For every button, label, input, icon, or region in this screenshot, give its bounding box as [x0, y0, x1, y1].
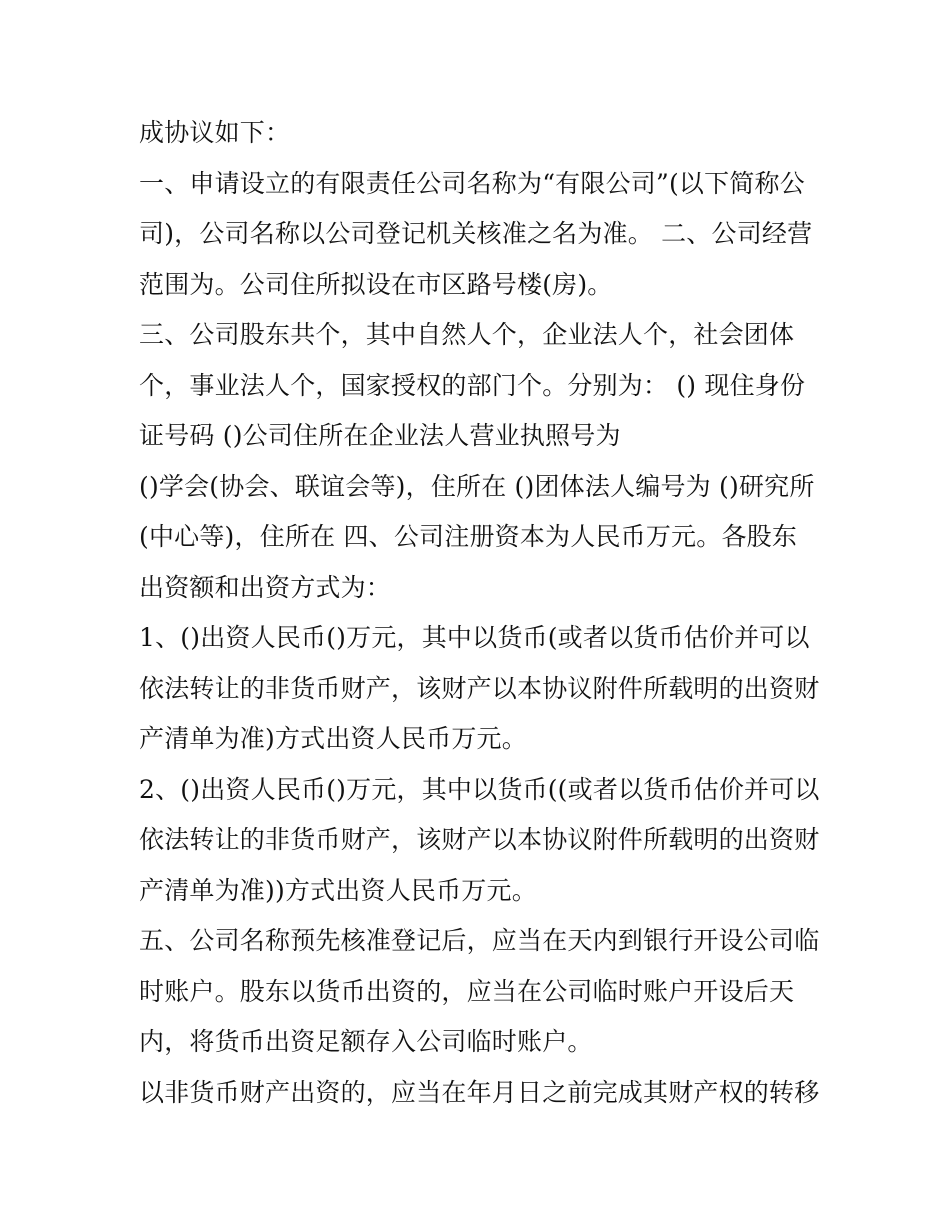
text-line: 产清单为准)方式出资人民币万元。	[139, 724, 527, 753]
text-line: 范围为。公司住所拟设在市区路号楼(房)。	[139, 269, 613, 299]
text-line: 个，事业法人个，国家授权的部门个。分别为： () 现住身份	[139, 370, 806, 400]
text-line: 依法转让的非货币财产，该财产以本协议附件所载明的出资财	[139, 825, 820, 854]
document-body	[139, 108, 819, 1118]
text-line: 证号码 ()公司住所在企业法人营业执照号为	[139, 421, 621, 450]
text-line: 1、()出资人民币()万元，其中以货币(或者以货币估价并可以	[139, 623, 810, 652]
text-line: 司)，公司名称以公司登记机关核准之名为准。 二、公司经营	[139, 219, 813, 248]
text-line: 一、申请设立的有限责任公司名称为“有限公司”(以下简称公	[139, 168, 805, 198]
text-line: (中心等)，住所在 四、公司注册资本为人民币万元。各股东	[139, 522, 798, 551]
text-line: 三、公司股东共个，其中自然人个，企业法人个，社会团体	[139, 320, 795, 349]
text-line: 2、()出资人民币()万元，其中以货币((或者以货币估价并可以	[139, 774, 820, 804]
text-line: 以非货币财产出资的，应当在年月日之前完成其财产权的转移	[139, 1077, 820, 1107]
text-line: 内，将货币出资足额存入公司临时账户。	[139, 1027, 593, 1056]
text-line: 产清单为准))方式出资人民币万元。	[139, 875, 537, 905]
text-line: 出资额和出资方式为：	[139, 572, 392, 602]
text-line: 依法转让的非货币财产，该财产以本协议附件所载明的出资财	[139, 673, 820, 703]
text-line: ()学会(协会、联谊会等)，住所在 ()团体法人编号为 ()研究所	[139, 471, 815, 501]
text-line: 五、公司名称预先核准登记后，应当在天内到银行开设公司临	[139, 926, 820, 955]
text-line: 成协议如下：	[139, 118, 291, 147]
text-line: 时账户。股东以货币出资的，应当在公司临时账户开设后天	[139, 976, 795, 1006]
